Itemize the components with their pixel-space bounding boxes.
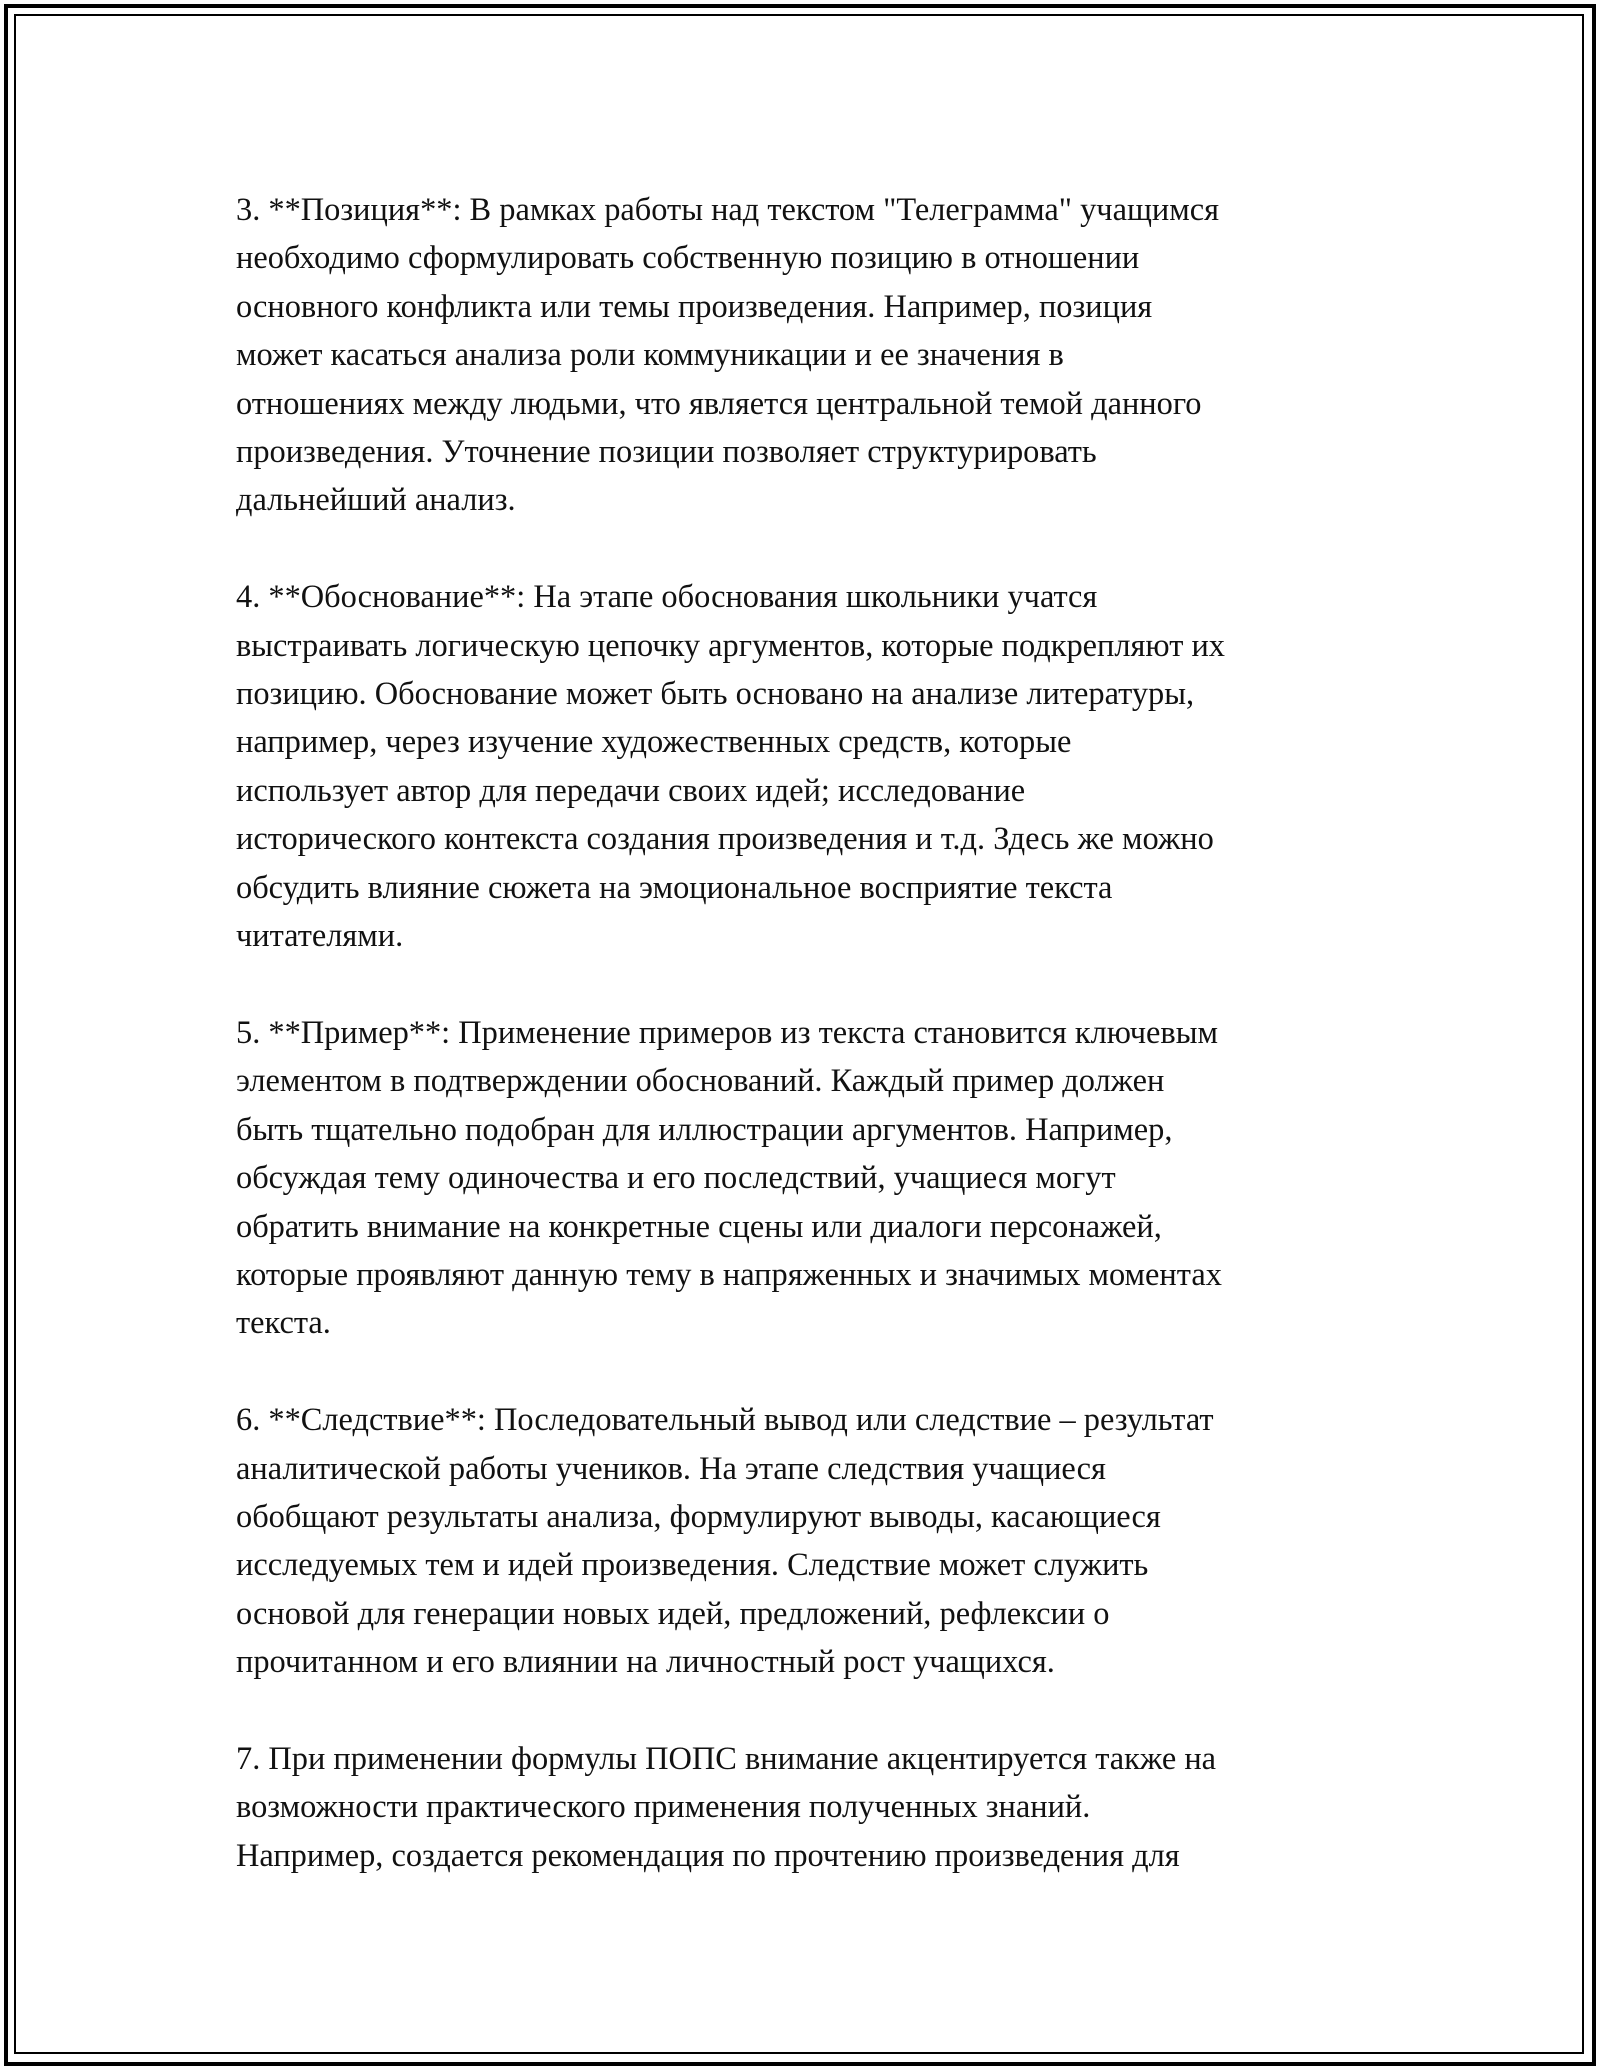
text-line: обобщают результаты анализа, формулируют выводы, касающиеся [236,1498,1161,1535]
text-line: обсудить влияние сюжета на эмоциональное восприятие текста [236,869,1113,906]
text-line: исторического контекста создания произведения и т.д. Здесь же можно [236,821,1214,858]
text-line: основного конфликта или темы произведения. Например, позиция [236,288,1153,325]
text-line: аналитической работы учеников. На этапе следствия учащиеся [236,1450,1106,1487]
paragraph-position [236,186,1386,525]
text-line: элементом в подтверждении обоснований. Каждый пример должен [236,1063,1165,1100]
text-line: дальнейший анализ. [236,482,516,519]
text-line: текста. [236,1305,331,1342]
paragraph-example [236,1009,1386,1348]
text-line: 5. **Пример**: Применение примеров из текста становится ключевым [236,1014,1218,1051]
paragraph-consequence [236,1396,1386,1686]
paragraph-justification [236,573,1386,960]
text-line: обсуждая тему одиночества и его последствий, учащиеся могут [236,1160,1116,1197]
text-line: читателями. [236,918,404,955]
text-line: обратить внимание на конкретные сцены или диалоги персонажей, [236,1208,1162,1245]
text-line: может касаться анализа роли коммуникации и ее значения в [236,337,1064,374]
paragraph-application [236,1735,1386,1880]
text-line: например, через изучение художественных средств, которые [236,724,1072,761]
text-line: Например, создается рекомендация по прочтению произведения для [236,1837,1180,1874]
document-body [236,186,1386,1929]
text-line: 6. **Следствие**: Последовательный вывод или следствие – результат [236,1402,1214,1439]
text-line: необходимо сформулировать собственную позицию в отношении [236,240,1140,277]
text-line: 4. **Обоснование**: На этапе обоснования школьники учатся [236,579,1098,616]
text-line: быть тщательно подобран для иллюстрации аргументов. Например, [236,1111,1173,1148]
text-line: позицию. Обоснование может быть основано на анализе литературы, [236,676,1195,713]
text-line: прочитанном и его влиянии на личностный рост учащихся. [236,1644,1055,1681]
text-line: основой для генерации новых идей, предложений, рефлексии о [236,1595,1110,1632]
text-line: которые проявляют данную тему в напряженных и значимых моментах [236,1256,1222,1293]
text-line: возможности практического применения полученных знаний. [236,1789,1091,1826]
text-line: использует автор для передачи своих идей; исследование [236,772,1026,809]
text-line: выстраивать логическую цепочку аргументов, которые подкрепляют их [236,627,1225,664]
text-line: отношениях между людьми, что является центральной темой данного [236,385,1202,422]
text-line: исследуемых тем и идей произведения. Следствие может служить [236,1547,1149,1584]
text-line: произведения. Уточнение позиции позволяет структурировать [236,434,1097,471]
text-line: 7. При применении формулы ПОПС внимание акцентируется также на [236,1740,1217,1777]
text-line: 3. **Позиция**: В рамках работы над текстом "Телеграмма" учащимся [236,192,1220,228]
